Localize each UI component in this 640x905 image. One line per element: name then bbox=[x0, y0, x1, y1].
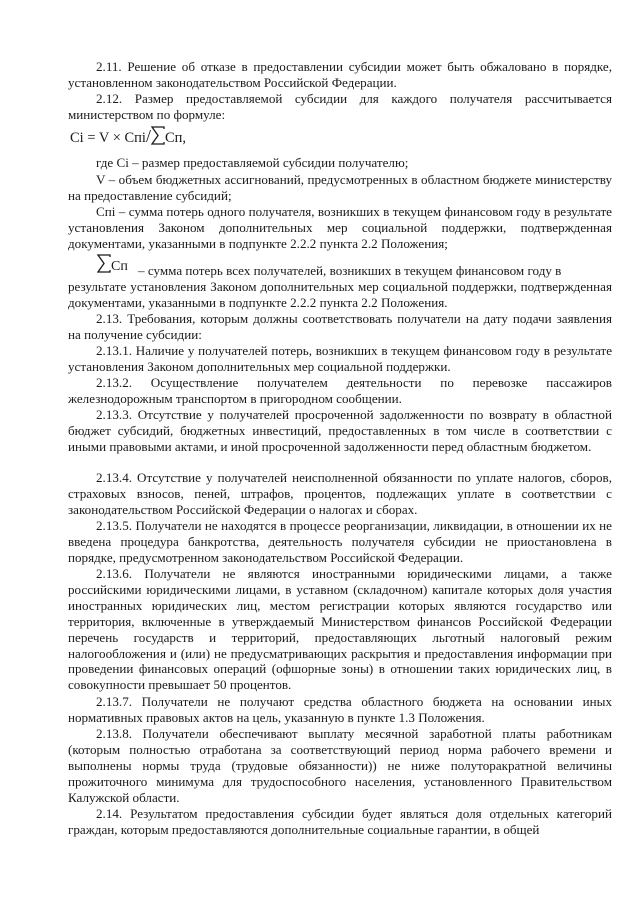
paragraph-2-13-3: 2.13.3. Отсутствие у получателей просроченной задолженности по возврату в областной бюджет субсидий, бюджетных инвестиций, предоставленных в том числе в соответствии с иными правовыми актами, и иной просроченной задолженности перед областным бюджетом. bbox=[68, 407, 612, 454]
paragraph-2-11: 2.11. Решение об отказе в предоставлении субсидии может быть обжаловано в порядке, установленном законодательством Российской Федерации. bbox=[68, 59, 612, 90]
definition-ci: где Ci – размер предоставляемой субсидии получателю; bbox=[96, 155, 409, 170]
sum-term bbox=[97, 254, 128, 275]
paragraph-2-13-4: 2.13.4. Отсутствие у получателей неисполненной обязанности по уплате налогов, сборов, страховых взносов, пеней, штрафов, процентов, подлежащих уплате в соответствии с законодательством Российской Федерации о налогах и сборах. bbox=[68, 470, 612, 517]
subsidy-formula bbox=[70, 126, 186, 148]
sum-term-label: Cп bbox=[111, 259, 128, 274]
sigma-symbol bbox=[151, 126, 165, 145]
paragraph-2-13-6: 2.13.6. Получатели не являются иностранными юридическими лицами, а также российскими юридическими лицами, в уставном (складочном) капитале которых доля участия иностранных юридических лиц, местом регистрации которых являются государство или территория, включенные в утверждаемый Министерством финансов Российской Федерации перечень государств и территорий, предоставляющих льготный налоговый режим налогообложения и (или) не предусматривающих раскрытия и предоставления информации при проведении финансовых операций (офшорные зоны) в отношении таких юридических лиц, в совокупности превышает 50 процентов. bbox=[68, 566, 612, 693]
formula-slash: / bbox=[145, 126, 151, 146]
paragraph-2-13-1: 2.13.1. Наличие у получателей потерь, возникших в текущем финансовом году в результате установления Законом дополнительных мер социальной поддержки. bbox=[68, 343, 612, 374]
definition-sum-rest: результате установления Законом дополнительных мер социальной поддержки, подтвержденная документами, указанными в подпункте 2.2.2 пункта 2.2 Положения. bbox=[68, 279, 612, 310]
paragraph-2-12: 2.12. Размер предоставляемой субсидии для каждого получателя рассчитывается министерством по формуле: bbox=[68, 91, 612, 122]
paragraph-2-13: 2.13. Требования, которым должны соответствовать получатели на дату подачи заявления на получение субсидии: bbox=[68, 311, 612, 342]
formula-rhs: Cп, bbox=[164, 130, 187, 146]
paragraph-2-13-2: 2.13.2. Осуществление получателем деятельности по перевозке пассажиров железнодорожным транспортом в пригородном сообщении. bbox=[68, 375, 612, 406]
paragraph-2-14: 2.14. Результатом предоставления субсидии будет являться доля отдельных категорий граждан, которым предоставляются дополнительные социальные гарантии, в общей bbox=[68, 806, 612, 837]
paragraph-2-13-8: 2.13.8. Получатели обеспечивают выплату месячной заработной платы работникам (которым полностью отработана за соответствующий период норма рабочего времени и выполнены нормы труда (трудовые обязанности)) не ниже полуторакратной величины прожиточного минимума для трудоспособного населения, установленного Правительством Калужской области. bbox=[68, 726, 612, 805]
definition-sum-lead: – сумма потерь всех получателей, возникших в текущем финансовом году в bbox=[138, 263, 562, 278]
sigma-symbol bbox=[97, 254, 111, 273]
formula-lhs: Ci = V × Cпi bbox=[70, 130, 146, 146]
paragraph-2-13-7: 2.13.7. Получатели не получают средства областного бюджета на основании иных нормативных правовых актов на цель, указанную в пункте 1.3 Положения. bbox=[68, 694, 612, 725]
definition-v: V – объем бюджетных ассигнований, предусмотренных в областном бюджете министерству на предоставление субсидий; bbox=[68, 172, 612, 203]
paragraph-2-13-5: 2.13.5. Получатели не находятся в процессе реорганизации, ликвидации, в отношении их не введена процедура банкротства, деятельность получателя субсидии не приостановлена в порядке, предусмотренном законодательством Российской Федерации. bbox=[68, 518, 612, 565]
definition-cpi: Cпi – сумма потерь одного получателя, возникших в текущем финансовом году в результате установления Законом дополнительных мер социальной поддержки, подтвержденная документами, указанными в подпункте 2.2.2 пункта 2.2 Положения; bbox=[68, 204, 612, 251]
